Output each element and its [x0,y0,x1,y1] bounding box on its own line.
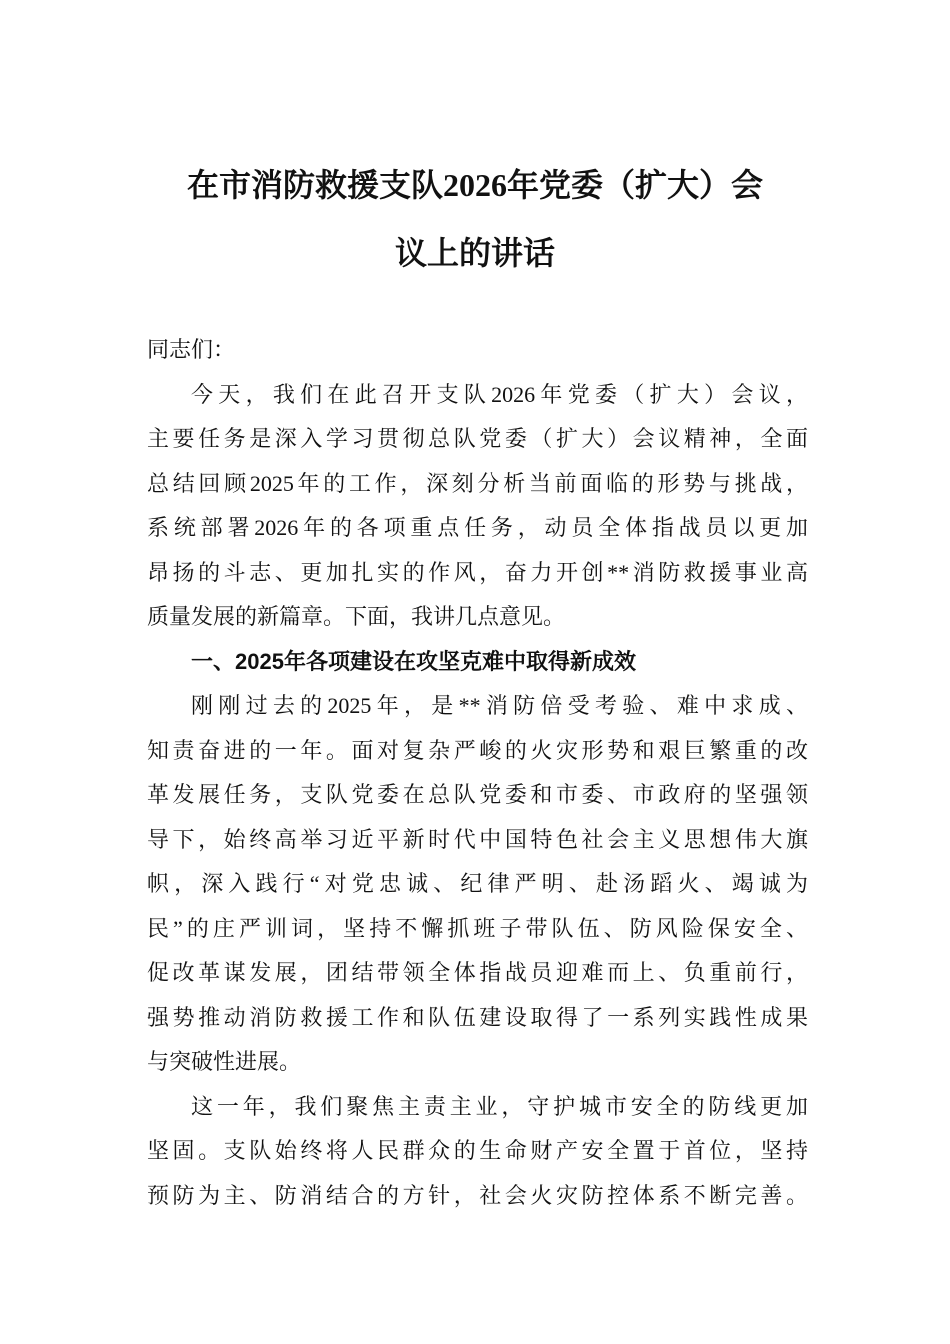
paragraph-intro [147,373,808,640]
text-line: 总结回顾2025年的工作，深刻分析当前面临的形势与挑战， [147,470,808,496]
text-line: 帜，深入践行“对党忠诚、纪律严明、赴汤蹈火、竭诚为 [147,871,808,896]
text-line: 强势推动消防救援工作和队伍建设取得了一系列实践性成果 [147,1004,808,1030]
text-line: 与突破性进展。 [147,1049,302,1074]
text-line: 坚固。支队始终将人民群众的生命财产安全置于首位，坚持 [147,1138,808,1163]
salutation: 同志们： [147,337,236,362]
title-line-2: 议上的讲话 [394,235,555,271]
text-line: 今天，我们在此召开支队2026年党委（扩大）会议， [191,381,808,407]
text-line: 知责奋进的一年。面对复杂严峻的火灾形势和艰巨繁重的改 [147,737,808,763]
text-line: 刚刚过去的2025年，是**消防倍受考验、难中求成、 [191,693,808,718]
text-line: 昂扬的斗志、更加扎实的作风，奋力开创**消防救援事业高 [147,559,808,585]
text-line: 革发展任务，支队党委在总队党委和市委、市政府的坚强领 [147,782,808,807]
title-line-1: 在市消防救援支队2026年党委（扩大）会 [186,167,763,203]
paragraph-review [147,684,808,1085]
section-heading: 一、2025年各项建设在攻坚克难中取得新成效 [191,648,636,674]
document-title [140,151,810,287]
document-body [147,328,808,1218]
text-line: 质量发展的新篇章。下面，我讲几点意见。 [147,604,566,629]
text-line: 促改革谋发展，团结带领全体指战员迎难而上、负重前行， [147,960,808,985]
paragraph-safety [147,1085,808,1219]
text-line: 这一年，我们聚焦主责主业，守护城市安全的防线更加 [191,1093,808,1119]
text-line: 预防为主、防消结合的方针，社会火灾防控体系不断完善。 [147,1182,808,1208]
text-line: 主要任务是深入学习贯彻总队党委（扩大）会议精神，全面 [147,426,808,451]
text-line: 系统部署2026年的各项重点任务，动员全体指战员以更加 [147,515,808,540]
text-line: 导下，始终高举习近平新时代中国特色社会主义思想伟大旗 [147,826,808,852]
text-line: 民”的庄严训词，坚持不懈抓班子带队伍、防风险保安全、 [147,915,808,941]
